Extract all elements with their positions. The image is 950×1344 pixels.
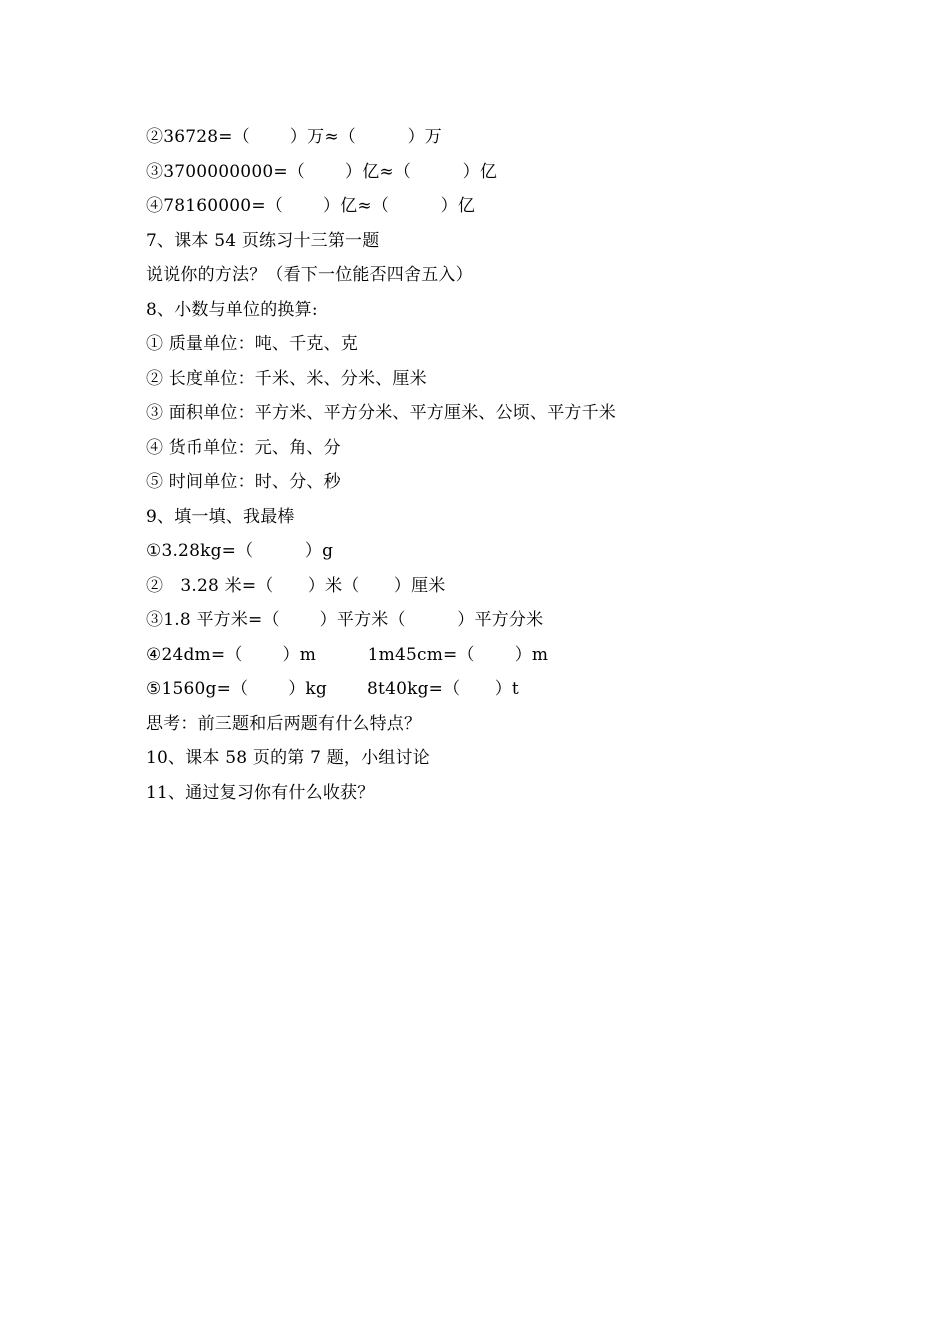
question-11-heading: 11、通过复习你有什么收获？: [146, 782, 375, 803]
question-9-heading: 9、填一填、我最棒: [146, 506, 295, 527]
question-8-heading: 8、小数与单位的换算:: [146, 299, 318, 320]
thinking-prompt: 思考：前三题和后两题有什么特点？: [146, 713, 422, 734]
question-7-prompt: 说说你的方法？（看下一位能否四舍五入）: [146, 265, 473, 285]
question-10-heading: 10、课本 58 页的第 7 题，小组讨论: [146, 748, 430, 768]
exercise-line-2: ②36728=（ ）万≈（ ）万: [146, 127, 442, 147]
unit-length: ② 长度单位：千米、米、分米、厘米: [146, 368, 427, 389]
fill-blank-2: ② 3.28 米=（ ）米（ ）厘米: [146, 575, 446, 596]
fill-blank-3: ③1.8 平方米=（ ）平方米（ ）平方分米: [146, 610, 544, 630]
fill-blank-1: ①3.28kg=（ ）g: [146, 541, 334, 561]
unit-mass: ① 质量单位：吨、千克、克: [146, 334, 359, 354]
unit-area: ③ 面积单位：平方米、平方分米、平方厘米、公顷、平方千米: [146, 403, 617, 423]
fill-blank-5: ⑤1560g=（ ）kg 8t40kg=（ ）t: [146, 679, 519, 699]
fill-blank-4: ④24dm=（ ）m 1m45cm=（ ）m: [146, 644, 549, 665]
exercise-line-3: ③3700000000=（ ）亿≈（ ）亿: [146, 161, 498, 182]
question-7-heading: 7、课本 54 页练习十三第一题: [146, 230, 380, 251]
document-body: [146, 122, 846, 812]
exercise-line-4: ④78160000=（ ）亿≈（ ）亿: [146, 196, 476, 216]
unit-time: ⑤ 时间单位：时、分、秒: [146, 472, 341, 492]
unit-currency: ④ 货币单位：元、角、分: [146, 437, 341, 458]
